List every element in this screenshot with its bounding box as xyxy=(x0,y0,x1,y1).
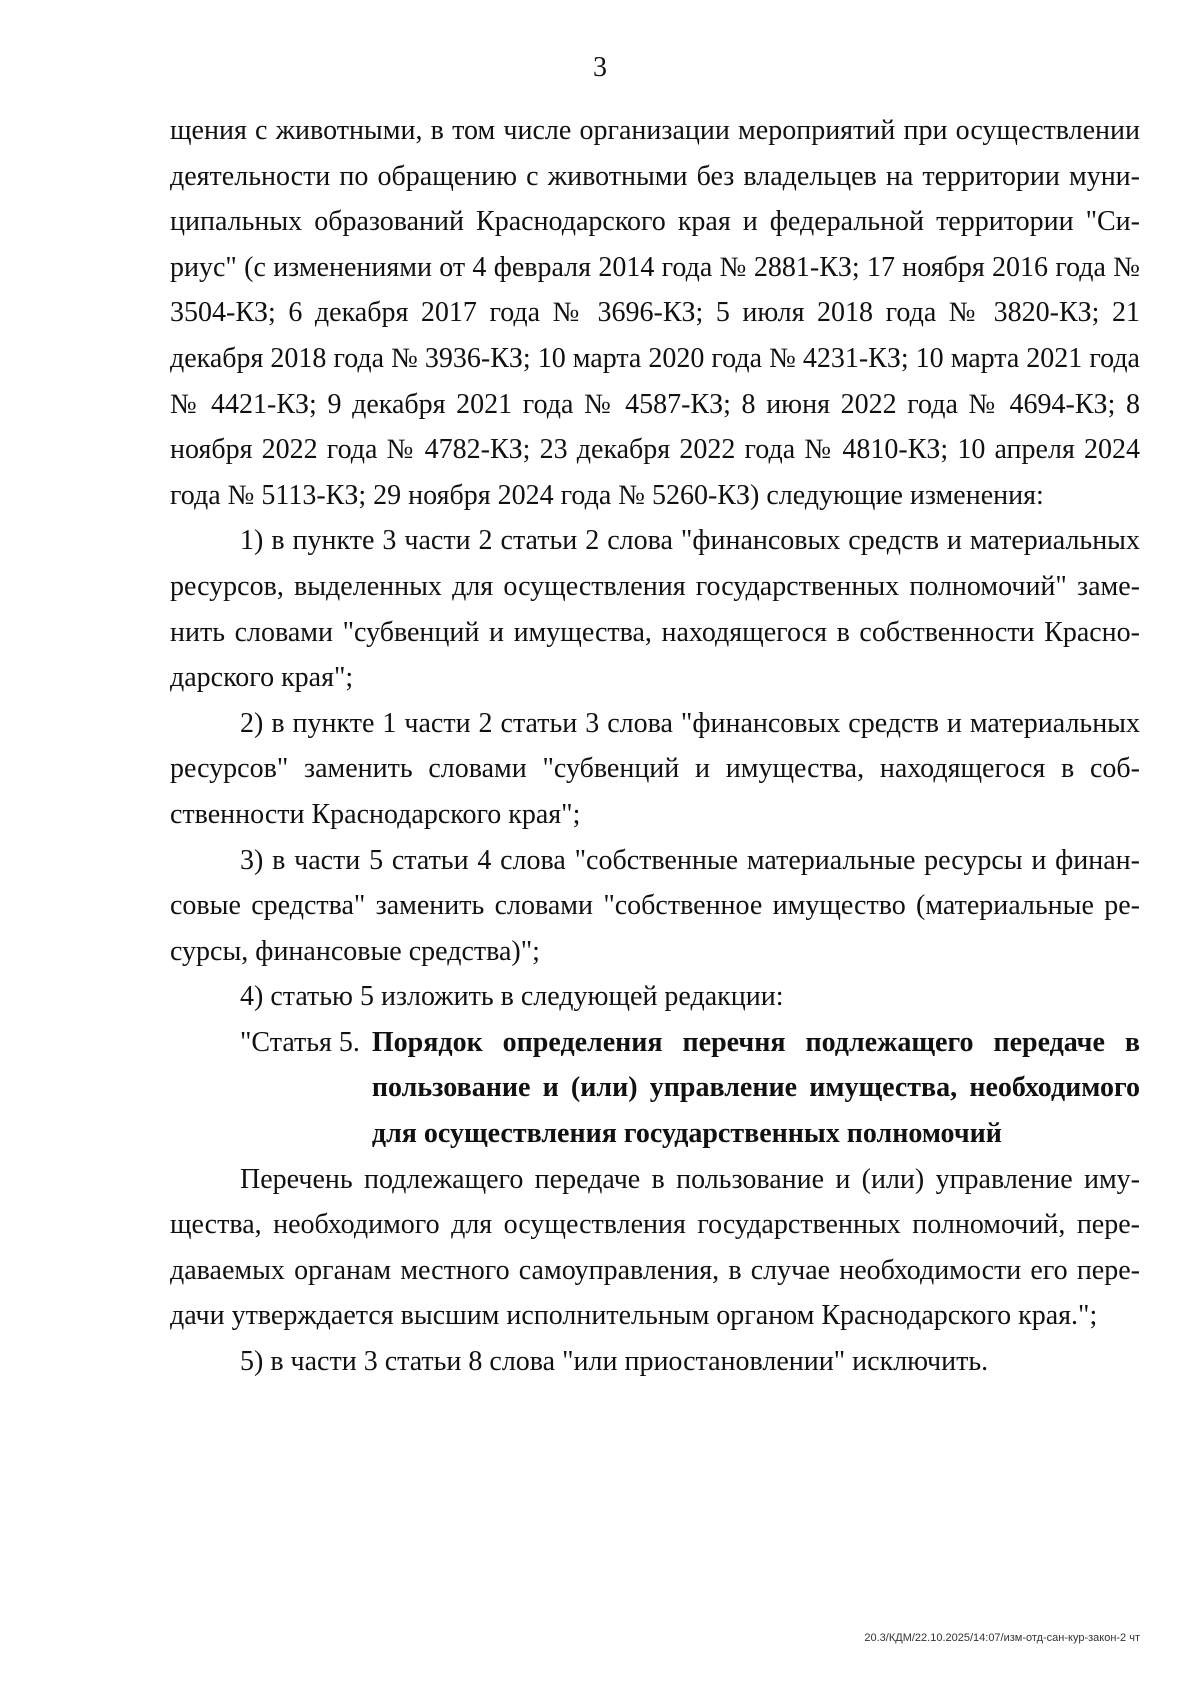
paragraph-continuation: щения с животными, в том числе организации мероприятий при осуществлении деятельности по обращению с животными без владельцев на территории муниципальных образований Краснодарского края и федеральной территории "Сириус" (с изменениями от 4 февраля 2014 года № 2881-КЗ; 17 ноября 2016 года № 3504-КЗ; 6 декабря 2017 года № 3696-КЗ; 5 июля 2018 года № 3820-КЗ; 21 декабря 2018 года № 3936-КЗ; 10 марта 2020 года № 4231-КЗ; 10 марта 2021 года № 4421-КЗ; 9 декабря 2021 года № 4587-КЗ; 8 июня 2022 года № 4694-КЗ; 8 ноября 2022 года № 4782-КЗ; 23 декабря 2022 года № 4810-КЗ; 10 апреля 2024 года № 5113-КЗ; 29 ноября 2024 года № 5260-КЗ) следующие изменения: xyxy=(170,115,1140,511)
article-title: Порядок определения перечня подлежащего передаче в пользование и (или) управление имущества, необходимого для осуществления государственных полномочий xyxy=(371,1026,1140,1150)
page-number: 3 xyxy=(593,52,607,83)
article-heading xyxy=(240,1020,1140,1157)
paragraph-item-4: 4) статью 5 изложить в следующей редакции: xyxy=(240,981,784,1013)
article-body: Перечень подлежащего передаче в пользование и (или) управление имущества, необходимого для осуществления государственных полномочий, передаваемых органам местного самоуправления, в случае необходимости его передачи утверждается высшим исполнительным органом Краснодарского края."; xyxy=(170,1163,1140,1332)
article-label: "Статья 5. xyxy=(240,1026,360,1058)
paragraph-item-2: 2) в пункте 1 части 2 статьи 3 слова "финансовых средств и материальных ресурсов" заменить словами "субвенций и имущества, находящегося в собственности Краснодарского края"; xyxy=(170,707,1140,830)
document-footer-id: 20.3/КДМ/22.10.2025/14:07/изм-отд-сан-кур-закон-2 чт xyxy=(864,1632,1140,1644)
document-body xyxy=(170,108,1140,1385)
paragraph-item-1: 1) в пункте 3 части 2 статьи 2 слова "финансовых средств и материальных ресурсов, выделенных для осуществления государственных полномочий" заменить словами "субвенций и имущества, находящегося в собственности Краснодарского края"; xyxy=(170,525,1140,694)
paragraph-item-3: 3) в части 5 статьи 4 слова "собственные материальные ресурсы и финансовые средства" заменить словами "собственное имущество (материальные ресурсы, финансовые средства)"; xyxy=(170,844,1140,967)
paragraph-item-5: 5) в части 3 статьи 8 слова "или приостановлении" исключить. xyxy=(240,1346,989,1378)
